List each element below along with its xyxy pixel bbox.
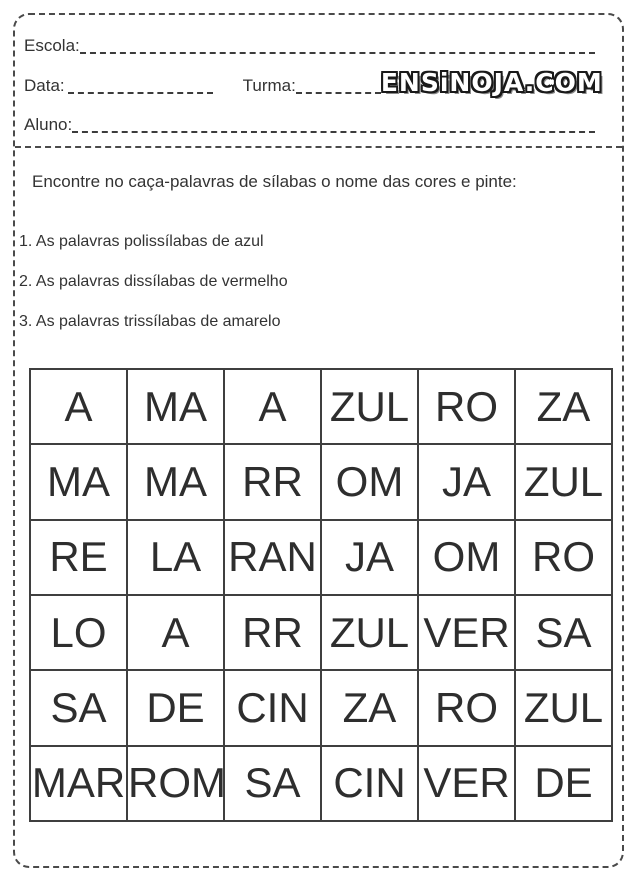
escola-field-row: [24, 36, 595, 56]
grid-row: [30, 369, 612, 444]
grid-cell[interactable]: RR: [224, 595, 321, 670]
grid-cell[interactable]: JA: [418, 444, 515, 519]
grid-cell[interactable]: RR: [224, 444, 321, 519]
escola-input-line[interactable]: [80, 48, 595, 54]
grid-cell[interactable]: CIN: [321, 746, 418, 821]
grid-cell[interactable]: RO: [418, 369, 515, 444]
instruction-title: Encontre no caça-palavras de sílabas o nome das cores e pinte:: [32, 172, 517, 191]
grid-cell[interactable]: RE: [30, 520, 127, 595]
grid-cell[interactable]: MA: [30, 444, 127, 519]
ensinoja-logo: ENSiNOJA.COM: [380, 67, 603, 97]
grid-cell[interactable]: OM: [321, 444, 418, 519]
body-section: [15, 148, 622, 866]
grid-row: [30, 670, 612, 745]
instruction-item: 1. As palavras polissílabas de azul: [19, 233, 264, 250]
grid-cell[interactable]: RO: [515, 520, 612, 595]
aluno-input-line[interactable]: [72, 127, 595, 133]
grid-cell[interactable]: VER: [418, 595, 515, 670]
puzzle-grid-body: [30, 369, 612, 821]
worksheet-frame: [13, 13, 624, 868]
grid-cell[interactable]: OM: [418, 520, 515, 595]
turma-label: Turma:: [242, 76, 296, 95]
grid-cell[interactable]: ZA: [321, 670, 418, 745]
grid-cell[interactable]: DE: [127, 670, 224, 745]
grid-cell[interactable]: SA: [224, 746, 321, 821]
instruction-item: 2. As palavras dissílabas de vermelho: [19, 273, 288, 290]
grid-cell[interactable]: ZUL: [321, 369, 418, 444]
header-section: [15, 15, 622, 146]
grid-cell[interactable]: RAN: [224, 520, 321, 595]
grid-cell[interactable]: JA: [321, 520, 418, 595]
grid-cell[interactable]: SA: [30, 670, 127, 745]
grid-cell[interactable]: MA: [127, 369, 224, 444]
grid-cell[interactable]: ROM: [127, 746, 224, 821]
grid-cell[interactable]: DE: [515, 746, 612, 821]
grid-row: [30, 746, 612, 821]
grid-cell[interactable]: A: [127, 595, 224, 670]
grid-cell[interactable]: RO: [418, 670, 515, 745]
instruction-item: 3. As palavras trissílabas de amarelo: [19, 313, 281, 330]
grid-cell[interactable]: ZUL: [515, 444, 612, 519]
escola-label: Escola:: [24, 36, 80, 55]
grid-cell[interactable]: VER: [418, 746, 515, 821]
grid-cell[interactable]: ZUL: [515, 670, 612, 745]
grid-cell[interactable]: MAR: [30, 746, 127, 821]
data-input-line[interactable]: [68, 88, 213, 94]
instruction-list: [19, 232, 622, 332]
grid-cell[interactable]: SA: [515, 595, 612, 670]
grid-row: [30, 444, 612, 519]
grid-cell[interactable]: LO: [30, 595, 127, 670]
data-label: Data:: [24, 76, 65, 95]
grid-cell[interactable]: ZUL: [321, 595, 418, 670]
aluno-label: Aluno:: [24, 115, 73, 134]
grid-cell[interactable]: MA: [127, 444, 224, 519]
grid-row: [30, 520, 612, 595]
grid-row: [30, 595, 612, 670]
grid-cell[interactable]: ZA: [515, 369, 612, 444]
aluno-field-row: [24, 115, 595, 135]
data-turma-field-row: [24, 67, 603, 97]
puzzle-grid: [29, 368, 613, 822]
grid-cell[interactable]: CIN: [224, 670, 321, 745]
turma-input-line[interactable]: [296, 88, 381, 94]
grid-cell[interactable]: LA: [127, 520, 224, 595]
grid-cell[interactable]: A: [30, 369, 127, 444]
grid-cell[interactable]: A: [224, 369, 321, 444]
